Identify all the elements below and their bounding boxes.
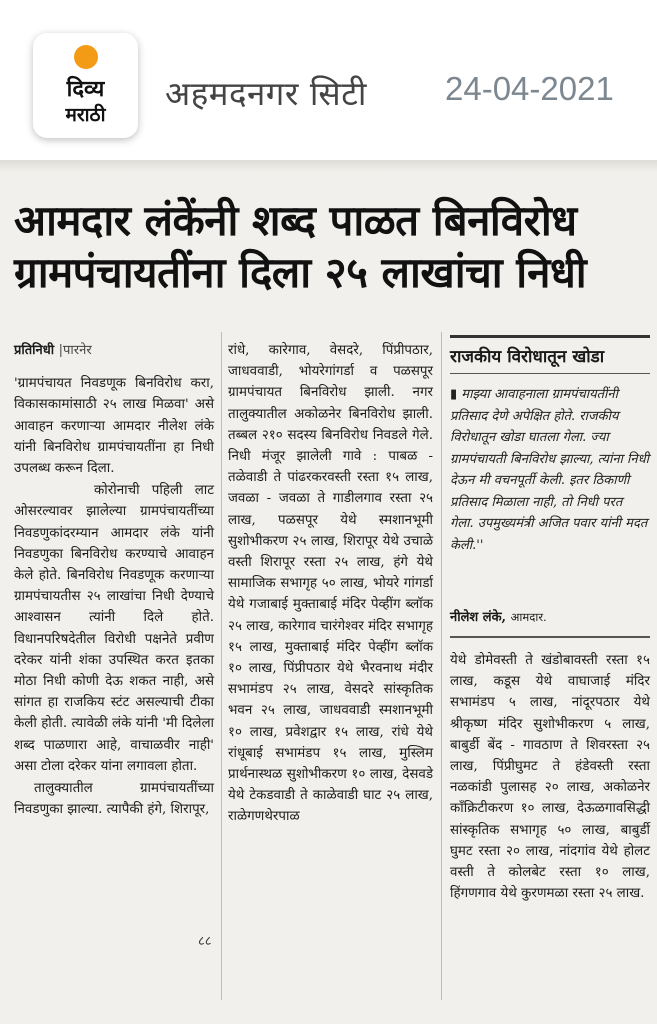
page-marker: ८८: [198, 934, 212, 949]
column-2-text: रांधे, कारेगाव, वेसदरे, पिंप्रीपठार, जाधववाडी, भोयरेगांगर्डा व पळसपूर ग्रामपंचायत बिनविरोध झाली. नगर तालुक्यातील अकोळनेर बिनविरोध झाली. तब्बल २१० सदस्य बिनविरोध निवडले गेले. निधी मंजूर झालेली गावे : पाबळ - तळेवाडी ते पांढरकरवस्ती रस्ता १५ लाख, जवळा - जवळा ते गाडीलगाव रस्ता २५ लाख, पळसपूर येथे स्मशानभूमी सुशोभीकरण २५ लाख, शिरापूर येथे उचाळे वस्ती शिरापूर रस्ता २५ लाख, हंगे येथे सामाजिक सभागृह ५० लाख, भोयरे गांगर्डा येथे गजाबाई मुक्ताबाई मंदिर पेव्हींग ब्लॉक २५ लाख, कारेगाव चारंगेश्वर मंदिर सभागृह १५ लाख, मुक्ताबाई मंदिर पेव्हींग ब्लॉक १० लाख, पिंप्रीपठार येथे भैरवनाथ मंदीर सभामंडप २५ लाख, वेसदरे सांस्कृतिक भवन २५ लाख, जाधववाडी स्मशानभूमी १० लाख, प्रवेशद्वार १५ लाख, रांधे येथे रांधूबाई सभामंडप १५ लाख, मुस्लिम प्रार्थनास्थळ सुशोभीकरण १० लाख, देसवडे येथे टेकडवाडी ते काळेवाडी घाट २५ लाख, राळेगणथेरपाळ: [228, 343, 433, 825]
quote-mark-icon: ▮: [450, 387, 458, 402]
sidebar-box-quote: [450, 384, 650, 556]
column-divider-2: [441, 332, 442, 1000]
sun-dot-icon: [74, 45, 98, 69]
logo-text-line2: मराठी: [65, 104, 106, 126]
byline-name: प्रतिनिधी: [14, 343, 55, 358]
clipping-shadow: [0, 160, 657, 172]
article-column-2: [228, 340, 433, 828]
box-bottom-rule: [450, 636, 650, 638]
headline-line1: आमदार लंकेंनी शब्द पाळत बिनविरोध: [14, 196, 577, 245]
paragraph-3: तालुक्यातील ग्रामपंचायतींच्या निवडणुका झाल्या. त्यापैकी हंगे, शिरापूर,: [14, 781, 214, 818]
byline: [14, 340, 214, 361]
edition-city: अहमदनगर सिटी: [165, 74, 367, 113]
column-divider-1: [221, 332, 222, 1000]
article-column-1: [14, 340, 214, 820]
sidebar-box-title: राजकीय विरोधातून खोडा: [450, 335, 650, 374]
headline-line2: ग्रामपंचायतींना दिला २५ लाखांचा निधी: [14, 248, 587, 297]
paragraph-1: 'ग्रामपंचायत निवडणूक बिनविरोध करा, विकासकामांसाठी २५ लाख मिळवा' असे आवाहन करणाऱ्या आमदार नीलेश लंके यांनी बिनविरोध ग्रामपंचायतींना हा निधी उपलब्ध करून दिला.: [14, 376, 214, 477]
signature-role: आमदार.: [510, 610, 547, 624]
column-3-text: येथे डोमेवस्ती ते खंडोबावस्ती रस्ता १५ लाख, कडूस येथे वाघाजाई मंदिर सभामंडप ५ लाख, नांदूरपठार येथे श्रीकृष्ण मंदिर सुशोभीकरण ५ लाख, बाबुर्डी बेंद - गावठाण ते शिवरस्ता २५ लाख, पिंप्रीघुमट ते हंडेवस्ती रस्ता नळकांडी पुलासह २० लाख, अकोळनेर काँक्रिटीकरण १० लाख, देऊळगावसिद्धी सांस्कृतिक सभागृह ५० लाख, बाबुर्डी घुमट रस्ता २० लाख, नांदगांव येथे होलट वस्ती ते कोलबेट रस्ता १० लाख, हिंगणगाव येथे कुरणमळा रस्ता २५ लाख.: [450, 653, 650, 902]
divya-marathi-logo: [33, 33, 138, 138]
masthead: [0, 0, 657, 160]
signature-name: नीलेश लंके,: [450, 610, 507, 625]
logo-text-line1: दिव्य: [66, 77, 105, 102]
article-column-3: [450, 650, 650, 904]
quote-signature: [450, 607, 650, 625]
byline-place: |पारनेर: [58, 343, 92, 358]
quote-text: माझ्या आवाहनाला ग्रामपंचायतींनी प्रतिसाद देणे अपेक्षित होते. राजकीय विरोधातून खोडा घातला गेला. ज्या ग्रामपंचायती बिनविरोध झाल्या, त्यांना निधी देऊन मी वचनपूर्ती केली. इतर ठिकाणी प्रतिसाद मिळाला नाही, तो निधी परत गेला. उपमुख्यमंत्री अजित पवार यांनी मदत केली.'': [450, 387, 649, 553]
paragraph-2: कोरोनाची पहिली लाट ओसरल्यावर झालेल्या ग्रामपंचायतींच्या निवडणुकांदरम्यान आमदार लंके यांनी निवडणुका बिनविरोध करण्याचे आवाहन केले होते. बिनविरोध निवडणूक करणाऱ्या ग्रामपंचायतीस २५ लाखांचा निधी देण्याचे आश्वासन त्यांनी दिले होते. विधानपरिषदेतील विरोधी पक्षनेते प्रवीण दरेकर यांनी शंका उपस्थित करत इतका मोठा निधी कोणी देऊ शकत नाही, असे सांगत हा राजकिय स्टंट असल्याची टीका केली होती. त्यावेळी लंके यांनी 'मी दिलेला शब्द पाळणारा आहे, वाचाळवीर नाही' असा टोला दरेकर यांना लगावला होता.: [14, 483, 214, 774]
edition-date: 24-04-2021: [445, 70, 614, 107]
article-headline: [14, 195, 644, 299]
